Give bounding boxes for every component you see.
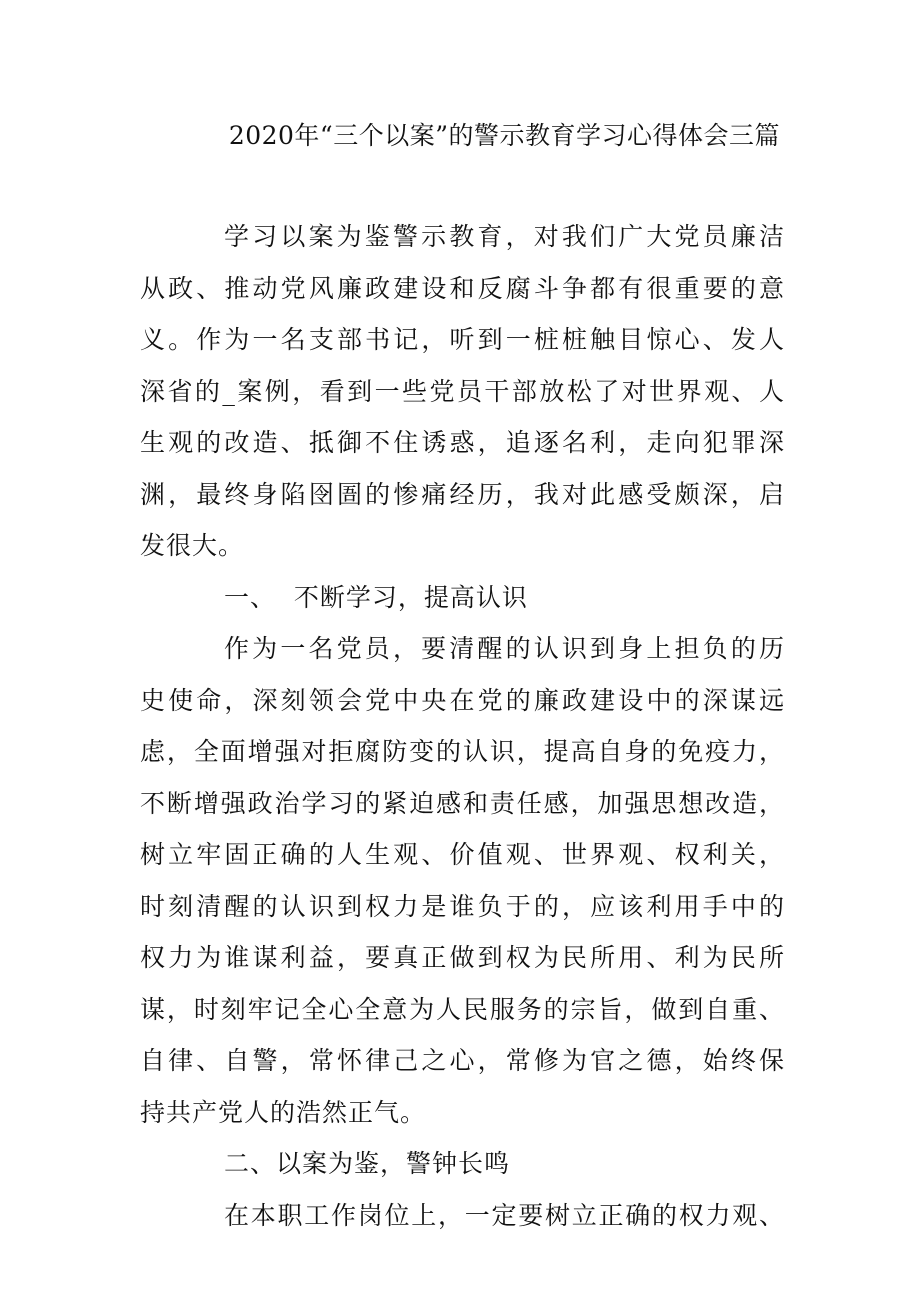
section-heading: 二、以案为鉴，警钟长鸣 (224, 1149, 511, 1178)
paragraph-line: 在本职工作岗位上，一定要树立正确的权力观、 (224, 1200, 785, 1230)
paragraph-line: 生观的改造、抵御不住诱惑，追逐名利，走向犯罪深 (140, 428, 785, 457)
paragraph-line: 树立牢固正确的人生观、价值观、世界观、权利关， (140, 840, 785, 869)
paragraph-line: 谋，时刻牢记全心全意为人民服务的宗旨，做到自重、 (140, 994, 785, 1024)
paragraph-line: 渊，最终身陷囹圄的惨痛经历，我对此感受颇深，启 (140, 479, 785, 509)
paragraph-line: 发很大。 (140, 531, 245, 560)
paragraph-line: 义。作为一名支部书记，听到一桩桩触目惊心、发人 (140, 325, 785, 354)
paragraph-line: 虑，全面增强对拒腐防变的认识，提高自身的免疫力， (140, 737, 785, 766)
paragraph-line: 时刻清醒的认识到权力是谁负于的，应该利用手中的 (140, 891, 785, 921)
paragraph-line: 学习以案为鉴警示教育，对我们广大党员廉洁 (224, 222, 785, 251)
paragraph-line: 作为一名党员，要清醒的认识到身上担负的历 (224, 634, 785, 663)
paragraph-line: 自律、自警，常怀律己之心，常修为官之德，始终保 (140, 1046, 785, 1075)
paragraph-line: 持共产党人的浩然正气。 (140, 1097, 427, 1127)
paragraph-line: 史使命，深刻领会党中央在党的廉政建设中的深谋远 (140, 685, 785, 715)
paragraph-line: 从政、推动党风廉政建设和反腐斗争都有很重要的意 (140, 273, 785, 303)
document-title: 2020年“三个以案”的警示教育学习心得体会三篇 (228, 121, 780, 150)
paragraph-line: 不断增强政治学习的紧迫感和责任感，加强思想改造， (140, 788, 785, 818)
paragraph-line: 权力为谁谋利益，要真正做到权为民所用、利为民所 (140, 943, 785, 972)
document-body (140, 211, 785, 1241)
paragraph-line: 深省的_案例，看到一些党员干部放松了对世界观、人 (140, 376, 785, 406)
section-heading: 一、 不断学习，提高认识 (224, 582, 528, 612)
